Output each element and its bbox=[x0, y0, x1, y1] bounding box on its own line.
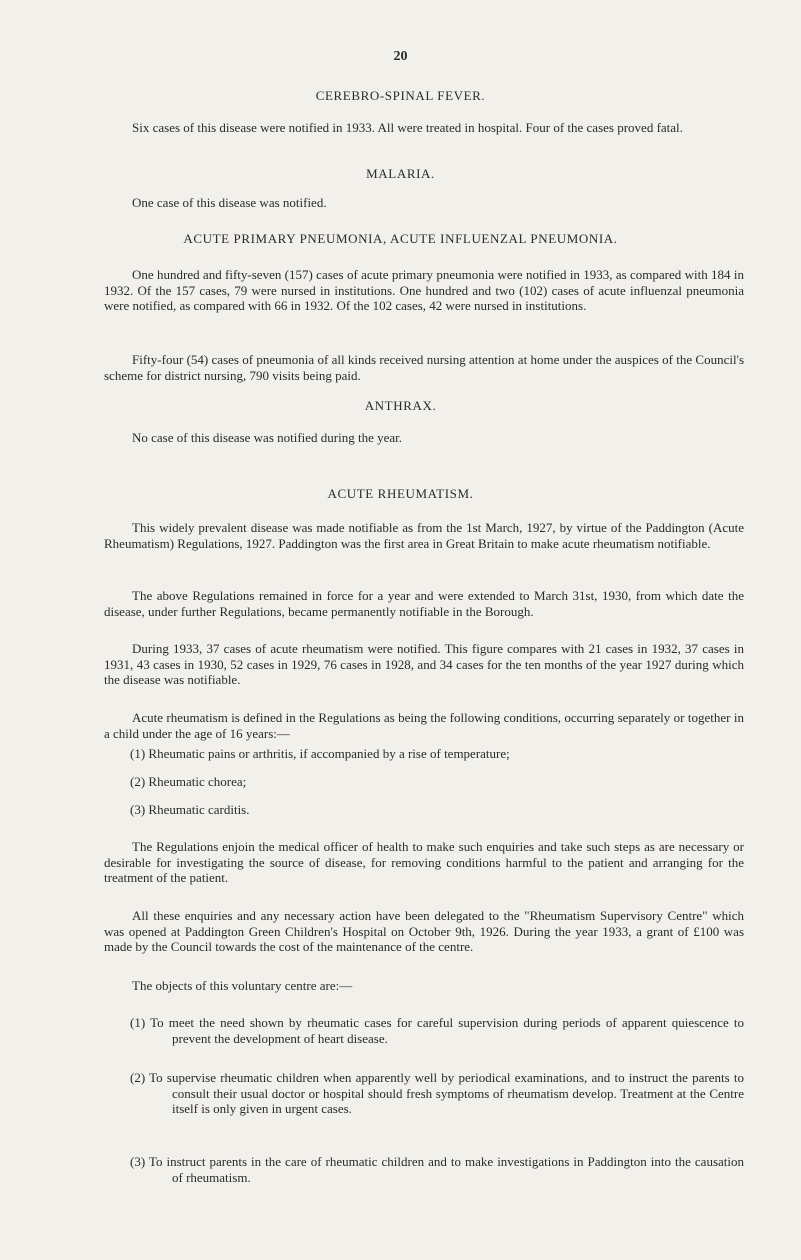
paragraph: Six cases of this disease were notified in 1933. All were treated in hospital. Four of the cases proved fatal. bbox=[132, 120, 683, 135]
paragraph: The above Regulations remained in force for a year and were extended to March 31st, 1930, from which date the disease, under further Regulations, became permanently notifiable in the Borough. bbox=[104, 588, 744, 619]
paragraph: The Regulations enjoin the medical officer of health to make such enquiries and take such steps as are necessary or desirable for investigating the source of disease, for removing conditions harmful to the patient and arranging for the treatment of the patient. bbox=[104, 839, 744, 885]
paragraph: This widely prevalent disease was made notifiable as from the 1st March, 1927, by virtue of the Paddington (Acute Rheumatism) Regulations, 1927. Paddington was the first area in Great Britain to make acute rheumatism notifiable. bbox=[104, 520, 744, 551]
list-item: (1) Rheumatic pains or arthritis, if accompanied by a rise of temperature; bbox=[130, 746, 510, 761]
paragraph: One case of this disease was notified. bbox=[132, 195, 327, 210]
page-number: 20 bbox=[393, 49, 408, 64]
paragraph: All these enquiries and any necessary action have been delegated to the "Rheumatism Supervisory Centre" which was opened at Paddington Green Children's Hospital on October 9th, 1926. During the year 1933, a grant of £100 was made by the Council towards the cost of the maintenance of the centre. bbox=[104, 908, 744, 954]
list-item: (3) Rheumatic carditis. bbox=[130, 802, 250, 817]
paragraph: During 1933, 37 cases of acute rheumatism were notified. This figure compares with 21 cases in 1932, 37 cases in 1931, 43 cases in 1930, 52 cases in 1929, 76 cases in 1928, and 34 cases for the ten months of the year 1927 during which the disease was notifiable. bbox=[104, 641, 744, 687]
heading-cerebro-spinal-fever: CEREBRO-SPINAL FEVER. bbox=[315, 88, 486, 103]
heading-acute-rheumatism: ACUTE RHEUMATISM. bbox=[327, 486, 474, 501]
heading-malaria: MALARIA. bbox=[366, 166, 435, 181]
paragraph: Acute rheumatism is defined in the Regulations as being the following conditions, occurring separately or together in a child under the age of 16 years:— bbox=[104, 710, 744, 741]
paragraph: Fifty-four (54) cases of pneumonia of all kinds received nursing attention at home under the auspices of the Council's scheme for district nursing, 790 visits being paid. bbox=[104, 352, 744, 383]
heading-anthrax: ANTHRAX. bbox=[364, 398, 437, 413]
paragraph: No case of this disease was notified during the year. bbox=[132, 430, 403, 445]
list-item: (2) Rheumatic chorea; bbox=[130, 774, 247, 789]
list-item: (2) To supervise rheumatic children when apparently well by periodical examinations, and to instruct the parents to consult their usual doctor or hospital should fresh symptoms of rheumatism develop. Treatment at the Centre itself is only given in urgent cases. bbox=[130, 1070, 744, 1116]
paragraph: One hundred and fifty-seven (157) cases of acute primary pneumonia were notified in 1933, as compared with 184 in 1932. Of the 157 cases, 79 were nursed in institutions. One hundred and two (102) cases of acute influenzal pneumonia were notified, as compared with 66 in 1932. Of the 102 cases, 42 were nursed in institutions. bbox=[104, 267, 744, 313]
heading-pneumonia: ACUTE PRIMARY PNEUMONIA, ACUTE INFLUENZAL PNEUMONIA. bbox=[183, 231, 618, 246]
list-item: (3) To instruct parents in the care of rheumatic children and to make investigations in Paddington into the causation of rheumatism. bbox=[130, 1154, 744, 1185]
list-item: (1) To meet the need shown by rheumatic cases for careful supervision during periods of apparent quiescence to prevent the development of heart disease. bbox=[130, 1015, 744, 1046]
paragraph: The objects of this voluntary centre are:— bbox=[132, 978, 353, 993]
